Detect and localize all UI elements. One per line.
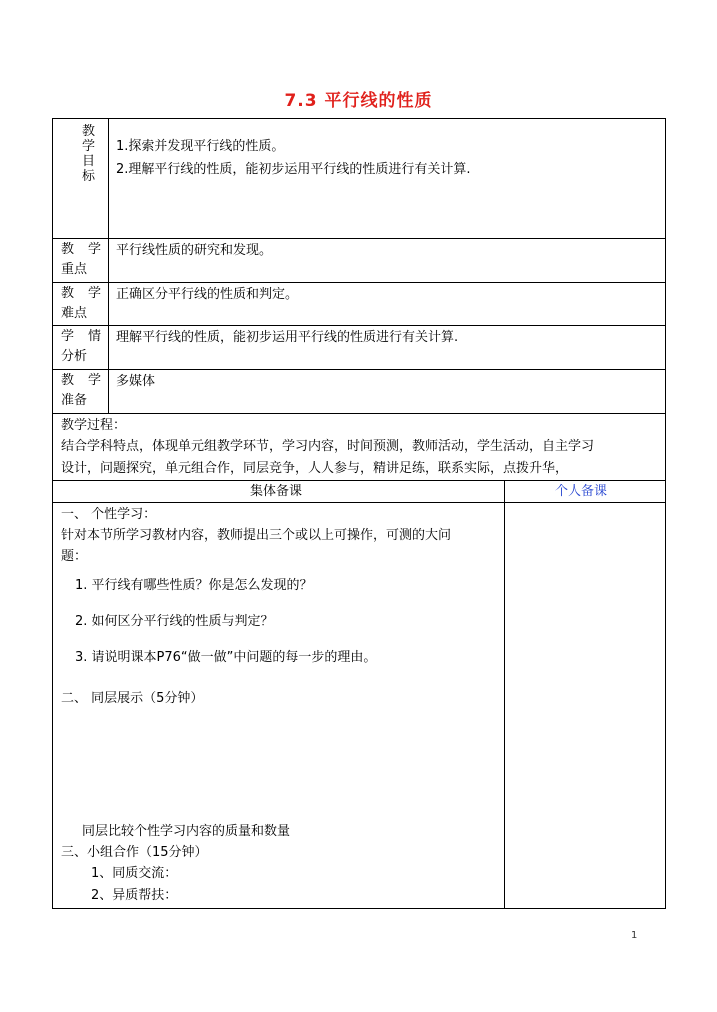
page-number: 1: [631, 930, 638, 941]
cooperation-item: 1、同质交流：: [91, 866, 178, 881]
row-divider: [52, 369, 666, 370]
document-title: 7.3 平行线的性质: [284, 91, 433, 111]
section-heading: 三、小组合作（15分钟）: [61, 845, 208, 860]
section-note: 同层比较个性学习内容的质量和数量: [82, 824, 291, 839]
analysis-label: 学 情 分析: [61, 329, 101, 364]
row-divider: [52, 413, 666, 414]
section-heading: 二、 同层展示（5分钟）: [61, 691, 204, 706]
analysis-text: 理解平行线的性质，能初步运用平行线的性质进行有关计算.: [116, 330, 459, 345]
process-heading: 教学过程：: [61, 418, 127, 433]
question-item: 2. 如何区分平行线的性质与判定？: [75, 614, 274, 629]
section-intro: 针对本节所学习教材内容，教师提出三个或以上可操作，可测的大问: [61, 528, 452, 543]
difficulties-text: 正确区分平行线的性质和判定。: [116, 287, 299, 302]
column-divider: [504, 480, 505, 909]
question-item: 3. 请说明课本P76“做一做”中问题的每一步的理由。: [75, 650, 377, 665]
row-divider: [52, 325, 666, 326]
section-heading: 一、 个性学习：: [61, 507, 157, 522]
key-points-label: 教 学 重点: [61, 242, 101, 277]
question-item: 1. 平行线有哪些性质？你是怎么发现的？: [75, 578, 313, 593]
objective-item: 2.理解平行线的性质，能初步运用平行线的性质进行有关计算.: [116, 162, 471, 177]
column-divider: [108, 118, 109, 413]
section-intro: 题：: [61, 549, 88, 564]
group-prep-header: 集体备课: [250, 484, 303, 499]
row-divider: [52, 502, 666, 503]
cooperation-item: 2、异质帮扶：: [91, 888, 178, 903]
objective-item: 1.探索并发现平行线的性质。: [116, 139, 285, 154]
process-line: 设计，问题探究，单元组合作，同层竞争，人人参与，精讲足练，联系实际，点拨升华，: [61, 461, 569, 476]
row-divider: [52, 282, 666, 283]
preparation-text: 多媒体: [116, 374, 156, 389]
personal-prep-header: 个人备课: [555, 484, 608, 499]
row-divider: [52, 480, 666, 481]
difficulties-label: 教 学 难点: [61, 286, 101, 321]
objectives-label: 教 学 目 标: [82, 124, 96, 184]
row-divider: [52, 238, 666, 239]
preparation-label: 教 学 准备: [61, 373, 101, 408]
key-points-text: 平行线性质的研究和发现。: [116, 243, 273, 258]
process-line: 结合学科特点，体现单元组教学环节，学习内容，时间预测，教师活动，学生活动，自主学习: [61, 439, 595, 454]
